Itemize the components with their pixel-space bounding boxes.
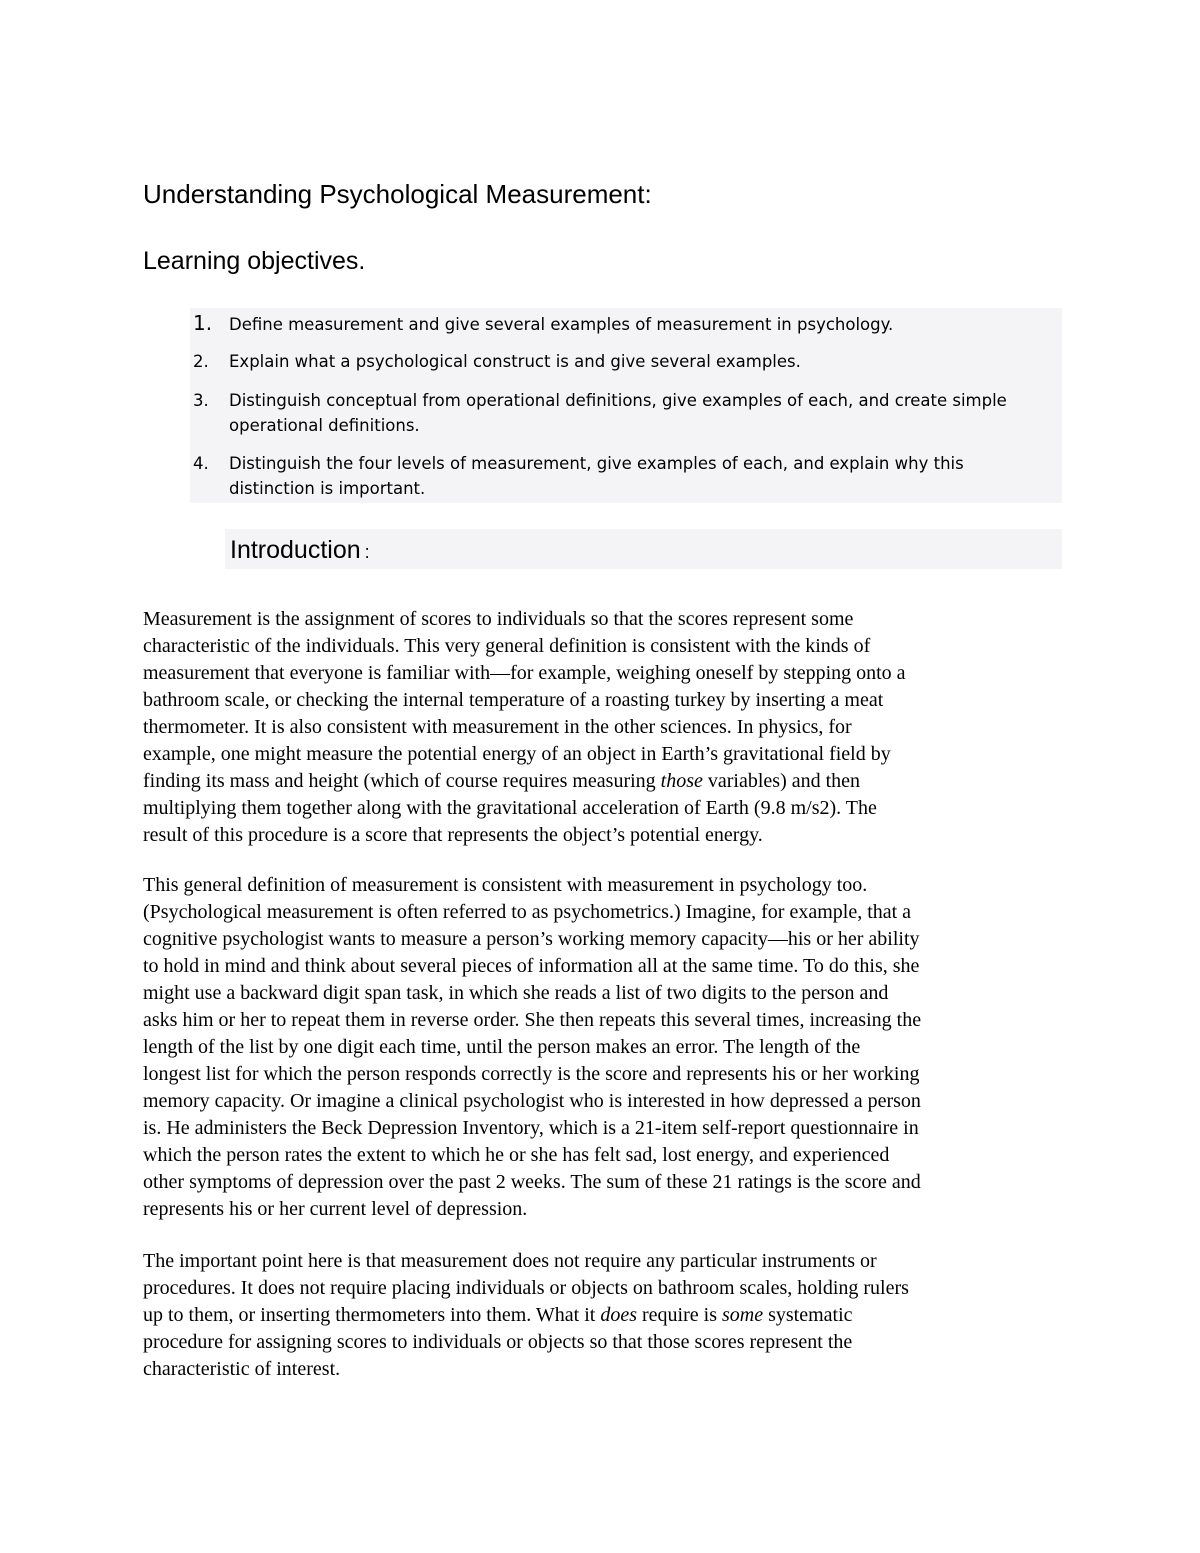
objective-text: Explain what a psychological construct is and give several examples. — [229, 352, 801, 371]
introduction-heading-text: Introduction — [230, 536, 361, 564]
objective-number: 4. — [193, 454, 209, 473]
paragraph-line: memory capacity. Or imagine a clinical psychologist who is interested in how depressed a person — [143, 1090, 921, 1112]
paragraph-line: is. He administers the Beck Depression Inventory, which is a 21-item self-report questionnaire in — [143, 1117, 919, 1139]
objective-item-1 — [193, 311, 1053, 337]
text-run: systematic — [763, 1304, 853, 1326]
introduction-heading-colon: : — [364, 542, 370, 562]
paragraph-line: Measurement is the assignment of scores to individuals so that the scores represent some — [143, 608, 854, 630]
paragraph-line: multiplying them together along with the gravitational acceleration of Earth (9.8 m/s2). The — [143, 797, 877, 819]
paragraph-line: This general definition of measurement is consistent with measurement in psychology too. — [143, 874, 868, 896]
paragraph-line: result of this procedure is a score that represents the object’s potential energy. — [143, 824, 763, 846]
objective-item-3 — [193, 388, 1053, 438]
paragraph-line: characteristic of interest. — [143, 1358, 341, 1380]
paragraph-line: The important point here is that measurement does not require any particular instruments or — [143, 1250, 877, 1272]
paragraph-line: measurement that everyone is familiar with—for example, weighing oneself by stepping onto a — [143, 662, 906, 684]
paragraph-line: (Psychological measurement is often referred to as psychometrics.) Imagine, for example, that a — [143, 901, 912, 923]
paragraph-line: characteristic of the individuals. This very general definition is consistent with the kinds of — [143, 635, 871, 657]
paragraph-line — [143, 1302, 1063, 1329]
paragraph-line: other symptoms of depression over the past 2 weeks. The sum of these 21 ratings is the score and — [143, 1171, 921, 1193]
paragraph-line: represents his or her current level of depression. — [143, 1198, 528, 1220]
paragraph-3 — [143, 1248, 1063, 1383]
learning-objectives-heading: Learning objectives. — [143, 247, 366, 275]
emphasis-text: those — [660, 770, 703, 792]
paragraph-line: which the person rates the extent to which he or she has felt sad, lost energy, and experienced — [143, 1144, 890, 1166]
introduction-heading — [230, 533, 370, 569]
paragraph-line: bathroom scale, or checking the internal temperature of a roasting turkey by inserting a meat — [143, 689, 884, 711]
paragraph-line: procedures. It does not require placing individuals or objects on bathroom scales, holding rulers — [143, 1277, 909, 1299]
objective-text: Define measurement and give several examples of measurement in psychology. — [229, 315, 894, 334]
paragraph-line: longest list for which the person responds correctly is the score and represents his or her working — [143, 1063, 920, 1085]
text-run: finding its mass and height (which of course requires measuring — [143, 770, 661, 792]
text-run: variables) and then — [702, 770, 861, 792]
objective-text: Distinguish conceptual from operational definitions, give examples of each, and create simple operational definitions. — [229, 391, 1007, 435]
paragraph-line: to hold in mind and think about several pieces of information all at the same time. To do this, she — [143, 955, 920, 977]
objective-item-2 — [193, 349, 1053, 374]
objective-number: 1. — [193, 311, 213, 335]
paragraph-line: example, one might measure the potential energy of an object in Earth’s gravitational field by — [143, 743, 891, 765]
paragraph-line: procedure for assigning scores to individuals or objects so that those scores represent the — [143, 1331, 853, 1353]
text-run: up to them, or inserting thermometers into them. What it — [143, 1304, 601, 1326]
paragraph-line: might use a backward digit span task, in which she reads a list of two digits to the person and — [143, 982, 889, 1004]
objective-item-4 — [193, 451, 1053, 501]
paragraph-line: asks him or her to repeat them in reverse order. She then repeats this several times, increasing the — [143, 1009, 922, 1031]
paragraph-line: thermometer. It is also consistent with measurement in the other sciences. In physics, for — [143, 716, 852, 738]
objective-text: Distinguish the four levels of measurement, give examples of each, and explain why this distinction is important. — [229, 454, 964, 498]
document-title: Understanding Psychological Measurement: — [143, 179, 652, 209]
emphasis-text: some — [721, 1304, 764, 1326]
objective-number: 3. — [193, 391, 209, 410]
paragraph-line: length of the list by one digit each time, until the person makes an error. The length of the — [143, 1036, 861, 1058]
paragraph-line — [143, 768, 1063, 795]
paragraph-1 — [143, 606, 1063, 849]
objective-number: 2. — [193, 352, 209, 371]
paragraph-2 — [143, 872, 1063, 1223]
text-run: require is — [637, 1304, 722, 1326]
emphasis-text: does — [600, 1304, 637, 1326]
paragraph-line: cognitive psychologist wants to measure a person’s working memory capacity—his or her ability — [143, 928, 920, 950]
